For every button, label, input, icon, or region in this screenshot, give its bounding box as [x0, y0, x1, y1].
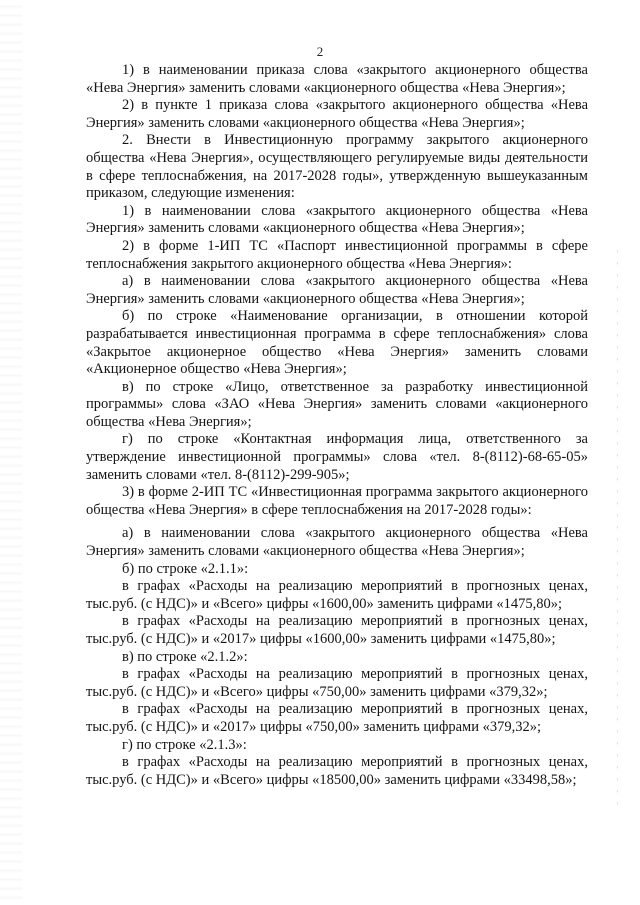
paragraph: г) по строке «Контактная информация лица, ответственного за утверждение инвестиционной программы» слова «тел. 8-(8112)-68-65-05» заменить словами «тел. 8-(8112)-299-905»; — [86, 431, 588, 483]
paragraph: а) в наименовании слова «закрытого акционерного общества «Нева Энергия» заменить словами «акционерного общества «Нева Энергия»; — [86, 525, 588, 560]
paragraph: б) по строке «2.1.1»: — [122, 560, 249, 577]
page-number: 2 — [316, 44, 324, 59]
paragraph: г) по строке «2.1.3»: — [122, 736, 247, 753]
scan-edge-right — [617, 250, 618, 810]
paragraph: 2. Внести в Инвестиционную программу закрытого акционерного общества «Нева Энергия», осуществляющего регулируемые виды деятельности в сфере теплоснабжения, на 2017-2028 годы», утвержденную вышеуказанным приказом, следующие изменения: — [86, 132, 588, 202]
document-body — [86, 62, 588, 789]
paragraph: 3) в форме 2-ИП ТС «Инвестиционная программа закрытого акционерного общества «Нева Энергия» в сфере теплоснабжения на 2017-2028 годы»: — [86, 484, 588, 518]
paragraph: 2) в пункте 1 приказа слова «закрытого акционерного общества «Нева Энергия» заменить словами «акционерного общества «Нева Энергия»; — [86, 97, 588, 131]
paragraph: в графах «Расходы на реализацию мероприятий в прогнозных ценах, тыс.руб. (с НДС)» и «2017» цифры «1600,00» заменить цифрами «1475,80»; — [86, 613, 588, 647]
paragraph: в графах «Расходы на реализацию мероприятий в прогнозных ценах, тыс.руб. (с НДС)» и «Всего» цифры «1600,00» заменить цифрами «1475,80»; — [86, 578, 588, 612]
paragraph: б) по строке «Наименование организации, в отношении которой разрабатывается инвестиционная программа в сфере теплоснабжения» слова «Закрытое акционерное общество «Нева Энергия» заменить словами «Акционерное общество «Нева Энергия»; — [86, 308, 588, 378]
paragraph: 1) в наименовании приказа слова «закрытого акционерного общества «Нева Энергия» заменить словами «акционерного общества «Нева Энергия»; — [86, 62, 588, 96]
paragraph: 1) в наименовании слова «закрытого акционерного общества «Нева Энергия» заменить словами «акционерного общества «Нева Энергия»; — [86, 202, 588, 237]
paragraph: в графах «Расходы на реализацию мероприятий в прогнозных ценах, тыс.руб. (с НДС)» и «Всего» цифры «18500,00» заменить цифрами «33498,58»; — [86, 754, 588, 788]
paragraph: в графах «Расходы на реализацию мероприятий в прогнозных ценах, тыс.руб. (с НДС)» и «2017» цифры «750,00» заменить цифрами «379,32»; — [86, 701, 588, 735]
scan-edge-left — [0, 0, 22, 905]
paragraph: в) по строке «Лицо, ответственное за разработку инвестиционной программы» слова «ЗАО «Нева Энергия» заменить словами «акционерного общества «Нева Энергия»; — [86, 378, 588, 430]
paragraph: в) по строке «2.1.2»: — [122, 648, 248, 665]
paragraph: а) в наименовании слова «закрытого акционерного общества «Нева Энергия» заменить словами «акционерного общества «Нева Энергия»; — [86, 273, 588, 307]
paragraph: 2) в форме 1-ИП ТС «Паспорт инвестиционной программы в сфере теплоснабжения закрытого акционерного общества «Нева Энергия»: — [86, 237, 588, 272]
paragraph: в графах «Расходы на реализацию мероприятий в прогнозных ценах, тыс.руб. (с НДС)» и «Всего» цифры «750,00» заменить цифрами «379,32»; — [86, 666, 588, 700]
